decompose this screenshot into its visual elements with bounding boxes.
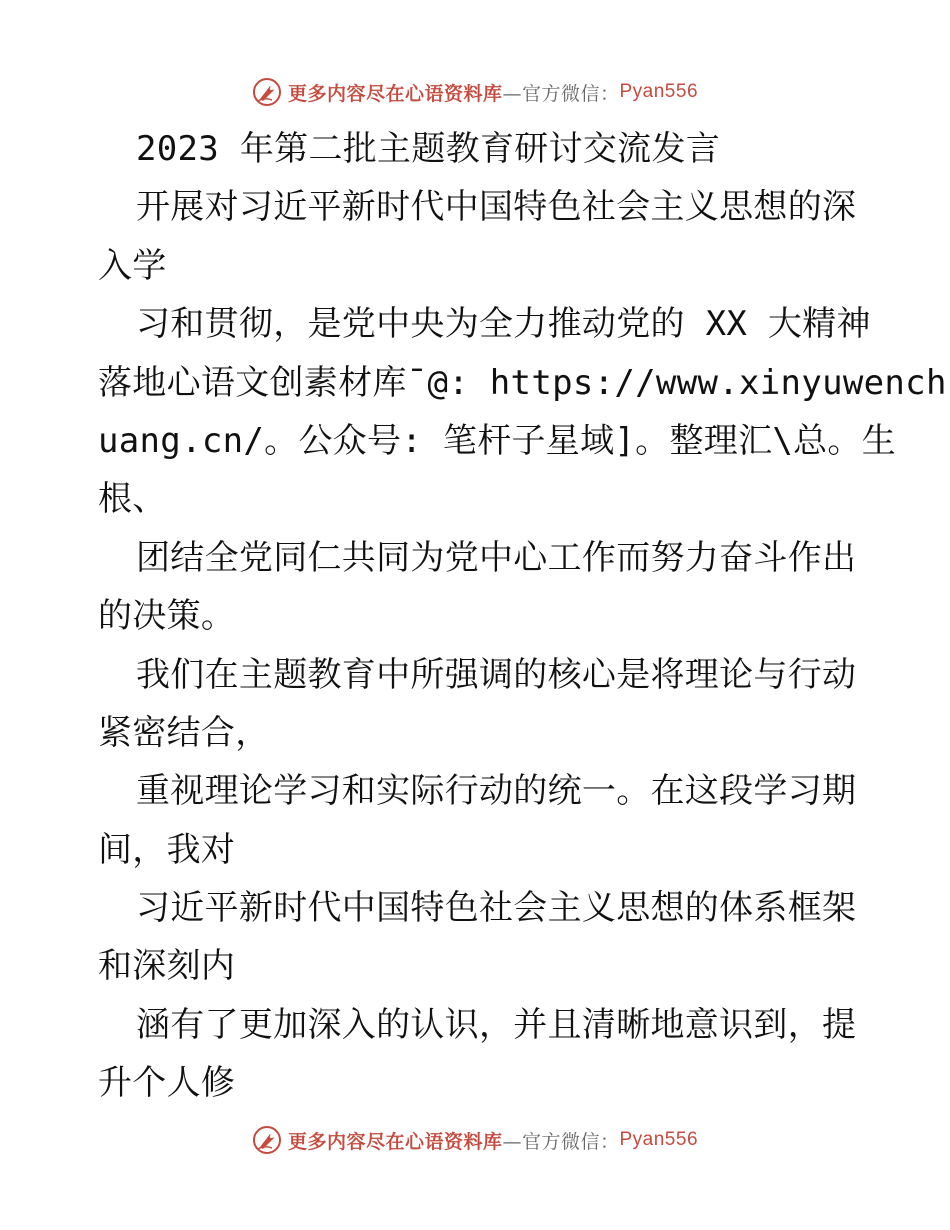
text-line: 我们在主题教育中所强调的核心是将理论与行动 bbox=[136, 654, 857, 695]
watermark-brand: 更多内容尽在心语资料库 bbox=[287, 82, 503, 105]
watermark-wechat-id: Pyan556 bbox=[619, 81, 699, 102]
text-line: 重视理论学习和实际行动的统一。在这段学习期 bbox=[136, 771, 857, 812]
text-line: 开展对习近平新时代中国特色社会主义思想的深 bbox=[136, 187, 857, 228]
document-title: 2023 年第二批主题教育研讨交流发言 bbox=[136, 129, 721, 169]
footer-watermark bbox=[0, 1120, 950, 1160]
watermark-wechat-label: —官方微信： bbox=[502, 82, 620, 105]
text-line: 习近平新时代中国特色社会主义思想的体系框架 bbox=[136, 888, 857, 929]
text-line: 入学 bbox=[98, 245, 167, 286]
text-line: uang.cn/。公众号: 笔杆子星域]。整理汇\总。生 bbox=[98, 420, 897, 461]
pen-nib-icon bbox=[252, 77, 282, 107]
pen-nib-icon bbox=[252, 1125, 282, 1155]
text-line: 紧密结合， bbox=[98, 712, 270, 753]
text-line: 升个人修 bbox=[98, 1063, 236, 1104]
text-line: 间，我对 bbox=[98, 829, 236, 870]
text-line: 习和贯彻，是党中央为全力推动党的 XX 大精神 bbox=[136, 304, 871, 345]
text-line: 和深刻内 bbox=[98, 946, 236, 987]
watermark-wechat-id: Pyan556 bbox=[619, 1129, 699, 1150]
document-body bbox=[98, 120, 947, 1113]
text-line: 团结全党同仁共同为党中心工作而努力奋斗作出 bbox=[136, 537, 857, 578]
watermark-wechat-label: —官方微信： bbox=[502, 1130, 620, 1153]
text-line: 的决策。 bbox=[98, 596, 236, 637]
watermark-brand: 更多内容尽在心语资料库 bbox=[287, 1130, 503, 1153]
text-line: 根、 bbox=[98, 479, 167, 520]
text-line: 落地心语文创素材库¯@: https://www.xinyuwench bbox=[98, 362, 947, 403]
text-line: 涵有了更加深入的认识，并且清晰地意识到，提 bbox=[136, 1004, 857, 1045]
header-watermark bbox=[0, 72, 950, 112]
